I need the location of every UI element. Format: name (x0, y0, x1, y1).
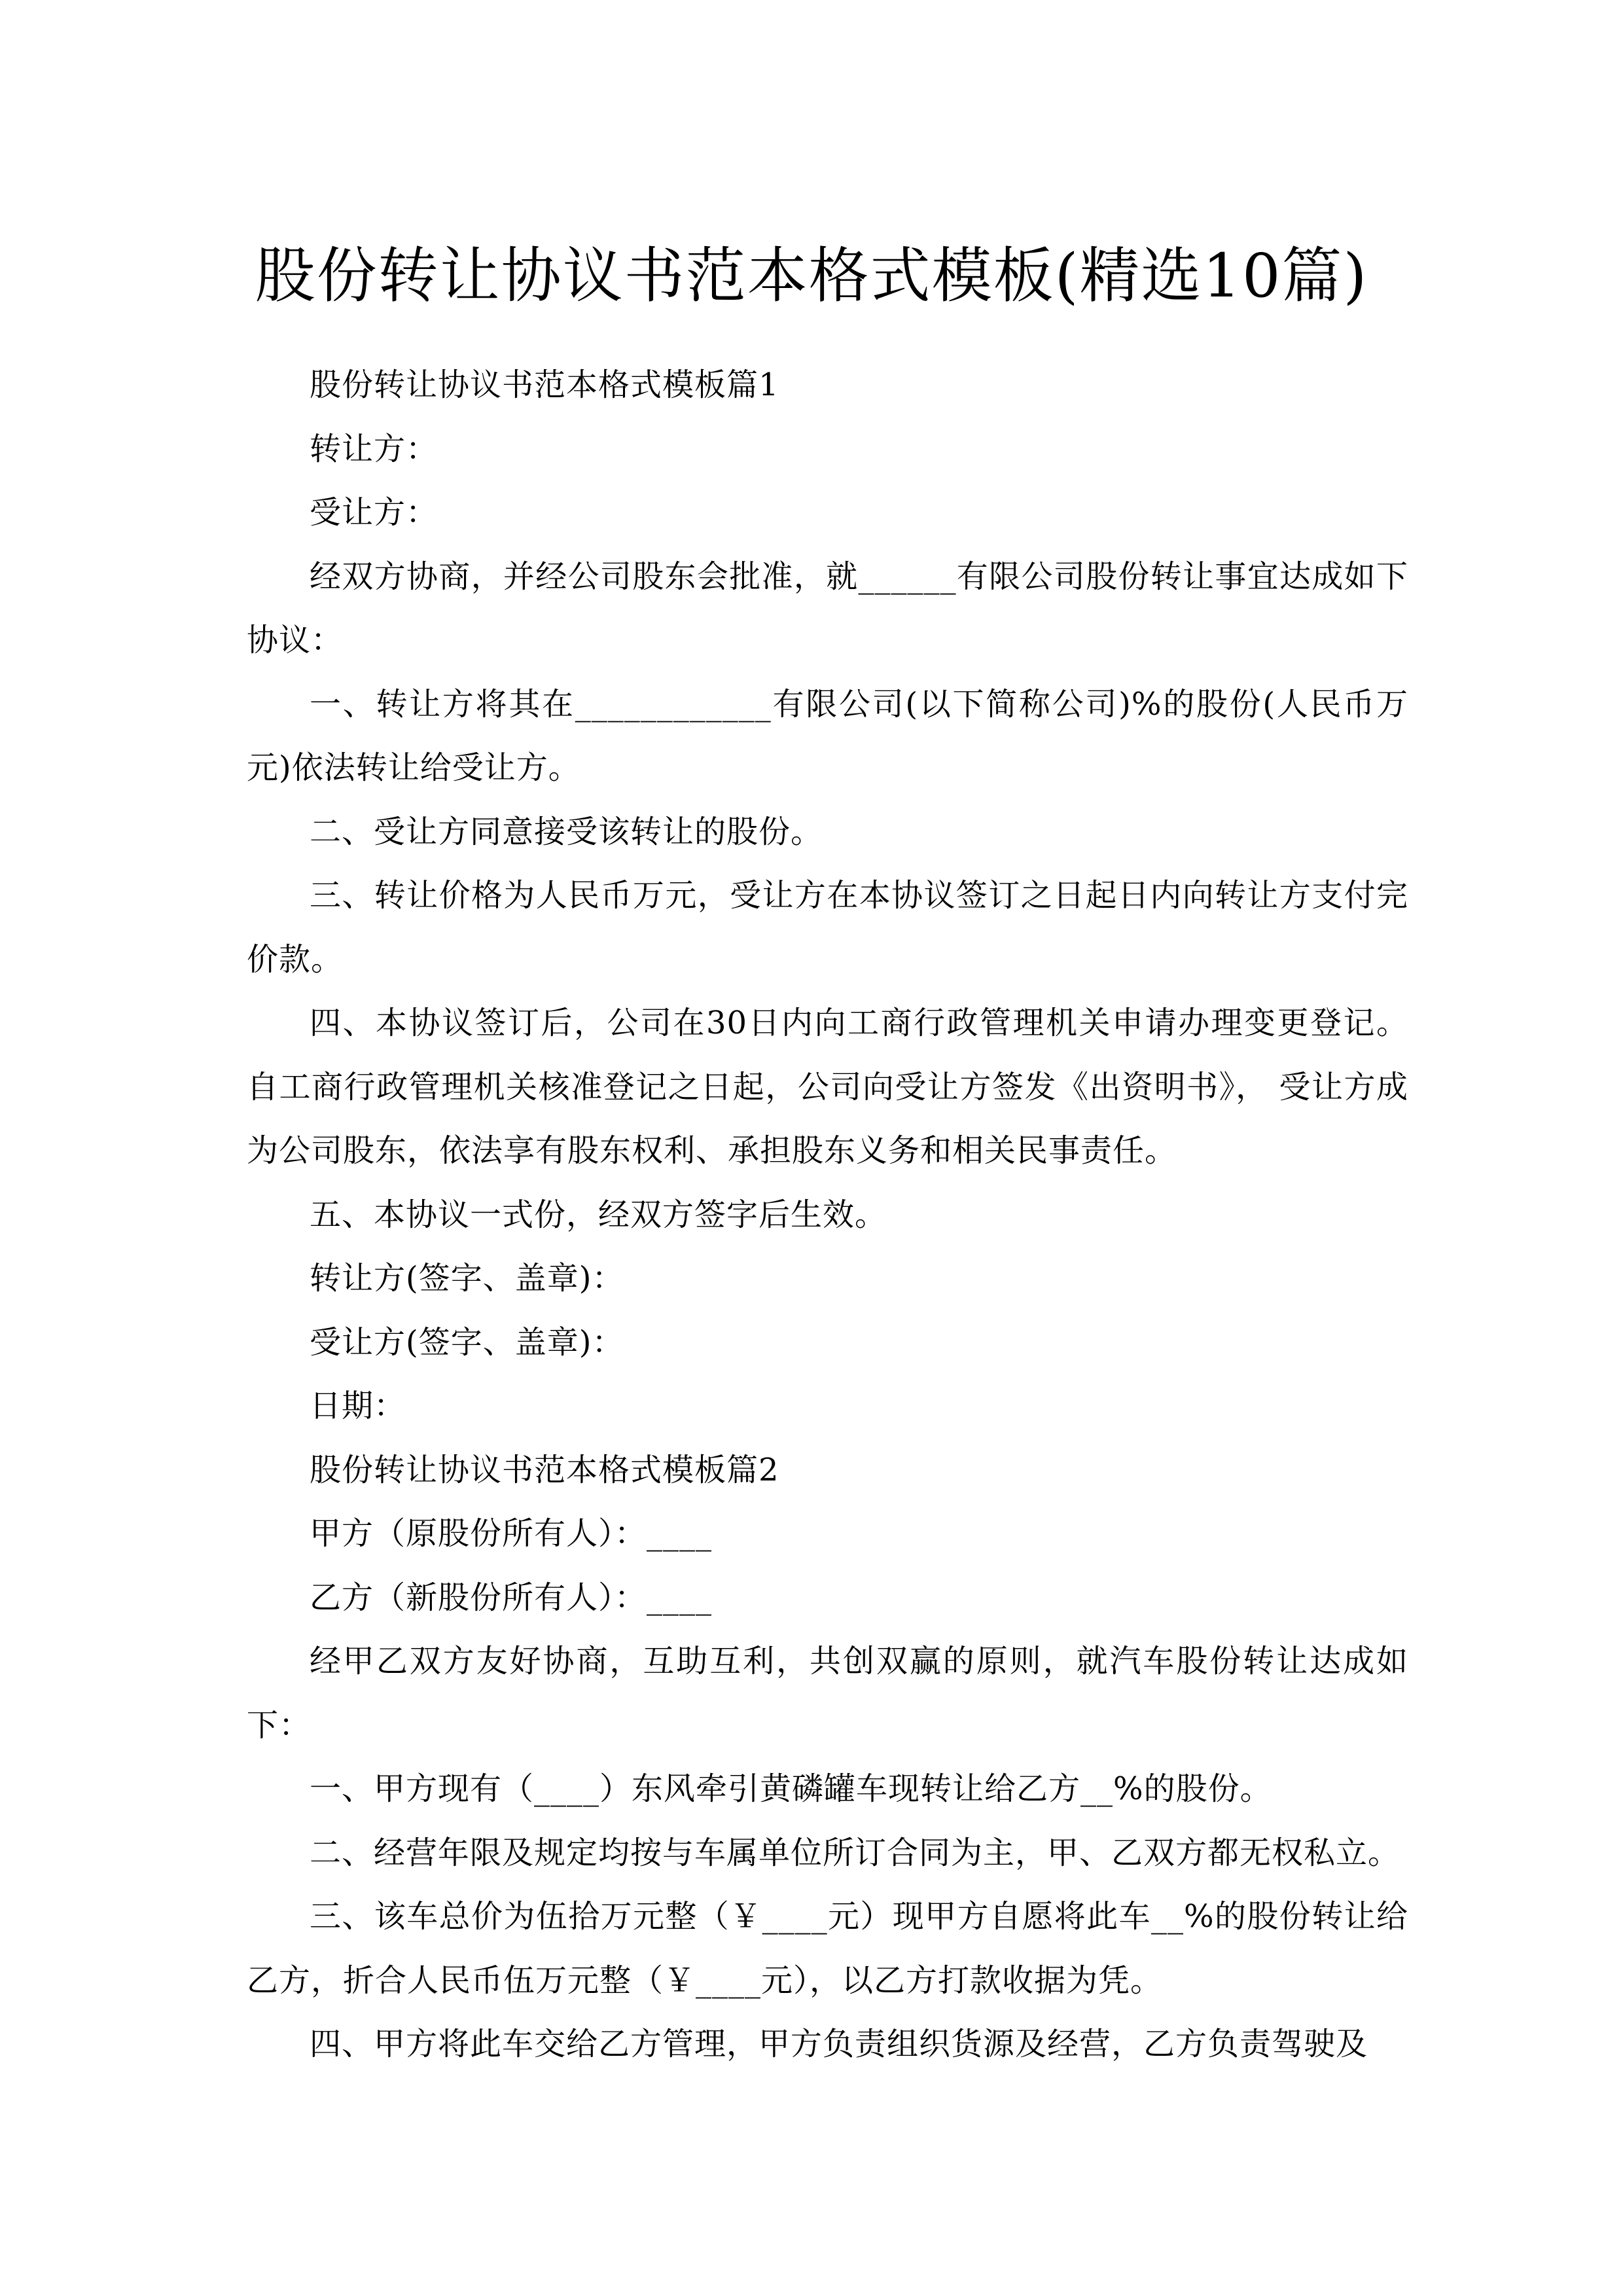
clause-3: 三、转让价格为人民币万元，受让方在本协议签订之日起日内向转让方支付完价款。 (247, 877, 1408, 978)
transferor-label: 转让方： (310, 430, 438, 467)
document-body (247, 353, 1408, 2077)
date-label: 日期： (310, 1388, 406, 1424)
party-a-label: 甲方（原股份所有人）：____ (310, 1515, 713, 1552)
document-title: 股份转让协议书范本格式模板(精选10篇) (255, 240, 1368, 311)
clause-2-4: 四、甲方将此车交给乙方管理，甲方负责组织货源及经营，乙方负责驾驶及 (310, 2026, 1368, 2062)
clause-4: 四、本协议签订后，公司在30日内向工商行政管理机关申请办理变更登记。自工商行政管理机关核准登记之日起，公司向受让方签发《出资明书》， 受让方成为公司股东，依法享有股东权利、承担股东义务和相关民事责任。 (247, 1005, 1408, 1169)
transferee-signature-label: 受让方(签字、盖章)： (310, 1323, 624, 1361)
preamble-paragraph: 经双方协商，并经公司股东会批准，就______有限公司股份转让事宜达成如下协议： (247, 558, 1408, 658)
clause-2-1: 一、甲方现有（____）东风牵引黄磷罐车现转让给乙方__%的股份。 (310, 1770, 1272, 1807)
clause-5: 五、本协议一式份，经双方签字后生效。 (310, 1196, 887, 1233)
clause-1: 一、转让方将其在____________有限公司(以下简称公司)%的股份(人民币万元)依法转让给受让方。 (247, 685, 1408, 786)
clause-2: 二、受让方同意接受该转让的股份。 (310, 813, 823, 850)
preamble-paragraph-2: 经甲乙双方友好协商，互助互利，共创双赢的原则，就汽车股份转让达成如下： (247, 1643, 1408, 1744)
clause-2-2: 二、经营年限及规定均按与车属单位所订合同为主，甲、乙双方都无权私立。 (310, 1834, 1400, 1871)
clause-2-3: 三、该车总价为伍拾万元整（￥____元）现甲方自愿将此车__%的股份转让给乙方，折合人民币伍万元整（￥____元），以乙方打款收据为凭。 (247, 1898, 1408, 1999)
transferor-signature-label: 转让方(签字、盖章)： (310, 1260, 624, 1297)
party-b-label: 乙方（新股份所有人）：____ (310, 1579, 713, 1616)
transferee-label: 受让方： (310, 494, 438, 531)
section-heading-1: 股份转让协议书范本格式模板篇1 (310, 367, 779, 403)
section-heading-2: 股份转让协议书范本格式模板篇2 (310, 1451, 779, 1488)
